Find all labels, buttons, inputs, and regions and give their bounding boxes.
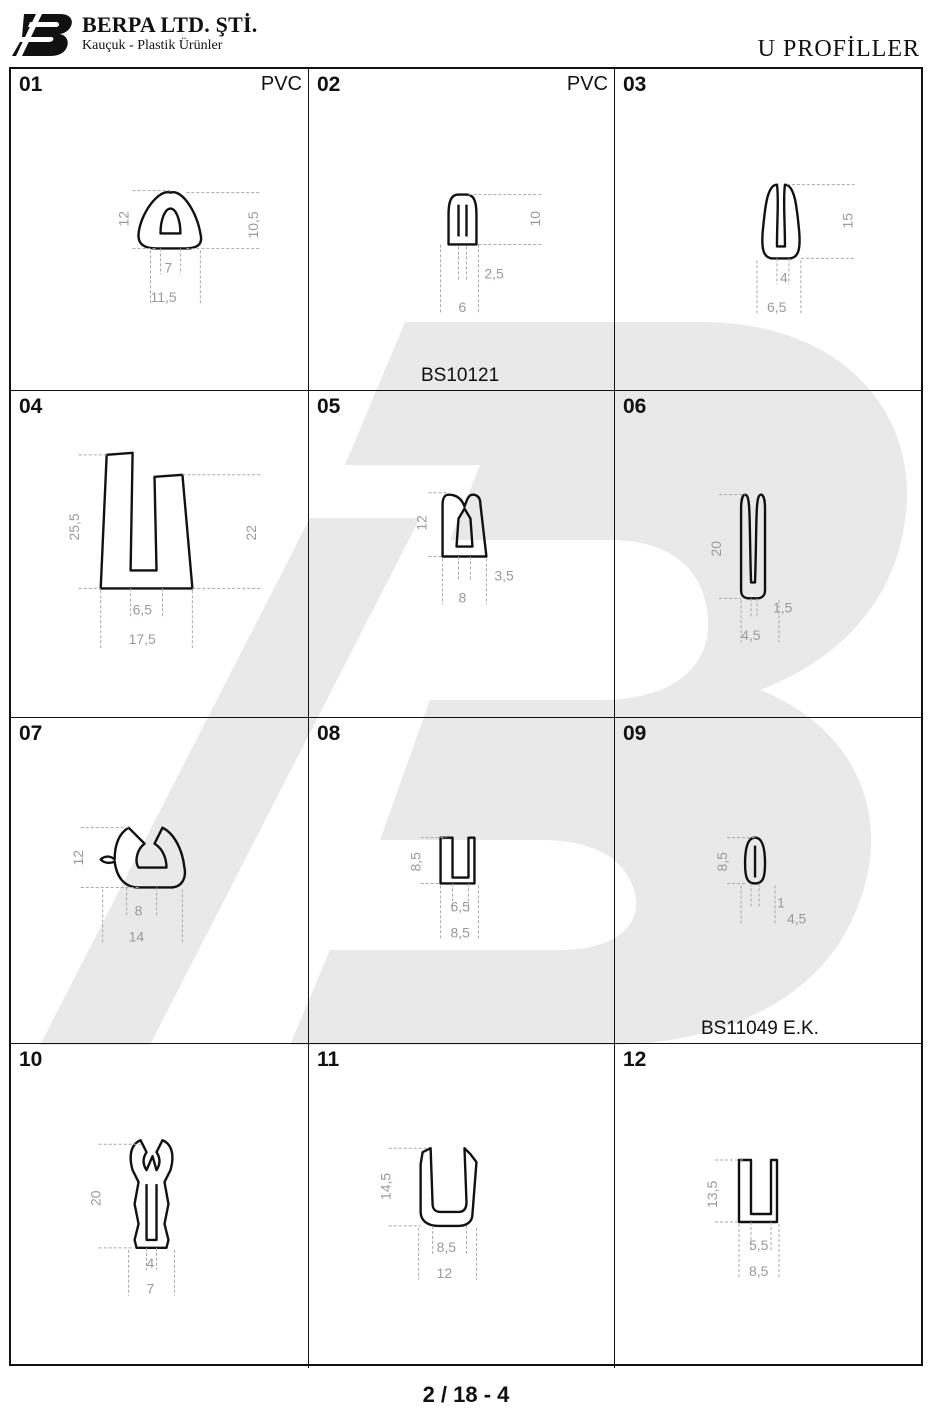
profile-drawing-12 <box>615 1044 921 1368</box>
dimension-label: 1,5 <box>772 599 793 616</box>
profile-number: 06 <box>623 395 647 418</box>
page-title: U PROFİLLER <box>757 36 920 62</box>
profile-shape <box>741 495 765 599</box>
profile-shape <box>101 453 193 589</box>
profile-drawing-07 <box>11 718 308 1043</box>
profile-cell-12 <box>615 1044 921 1368</box>
dimension-label: 6,5 <box>450 898 470 915</box>
dimension-label: 12 <box>69 850 86 866</box>
profile-code: BS10121 <box>421 365 500 386</box>
profile-shape <box>138 192 201 248</box>
dimension-label: 12 <box>413 515 430 531</box>
dimension-label: 4 <box>779 269 788 286</box>
dimension-label: 7 <box>146 1280 155 1297</box>
dimension-label: 1 <box>776 894 785 911</box>
dimension-label: 12 <box>115 210 132 227</box>
dimension-label: 2,5 <box>484 265 504 282</box>
profile-cell-10 <box>11 1044 309 1368</box>
dimension-label: 4,5 <box>786 910 807 927</box>
profile-shape <box>762 185 799 259</box>
profile-drawing-06 <box>615 391 921 717</box>
profile-shape <box>441 838 475 884</box>
dimension-label: 6,5 <box>767 299 787 316</box>
dimension-label: 8,5 <box>407 852 424 872</box>
dimension-label: 8,5 <box>749 1263 769 1279</box>
dimension-label: 8,5 <box>450 924 470 941</box>
profile-number: 12 <box>623 1048 647 1071</box>
dimension-label: 8 <box>134 902 143 919</box>
dimension-label: 6,5 <box>132 601 152 618</box>
dimension-label: 20 <box>87 1190 104 1206</box>
company-subtitle: Kauçuk - Plastik Ürünler <box>82 38 223 53</box>
profile-number: 04 <box>19 395 43 418</box>
profile-cell-05 <box>309 391 615 718</box>
dimension-label: 25,5 <box>65 513 82 541</box>
profile-shape <box>443 495 487 557</box>
dimension-label: 14,5 <box>377 1172 394 1201</box>
profile-cell-11 <box>309 1044 615 1368</box>
dimension-label: 14 <box>128 928 145 945</box>
profile-material: PVC <box>566 73 608 95</box>
profile-shape <box>131 1140 173 1248</box>
profile-cell-08 <box>309 718 615 1044</box>
dimension-label: 15 <box>839 212 856 229</box>
profile-drawing-09 <box>615 718 921 1043</box>
profile-cell-01 <box>11 69 309 391</box>
dimension-label: 20 <box>708 540 725 557</box>
profile-drawing-08 <box>309 718 614 1043</box>
profile-shape <box>421 1148 477 1226</box>
profile-number: 10 <box>19 1048 43 1071</box>
profile-shape <box>101 828 185 888</box>
dimension-label: 17,5 <box>128 631 156 648</box>
dimension-label: 8,5 <box>714 852 731 872</box>
profile-number: 08 <box>317 722 341 745</box>
profile-drawing-03 <box>615 69 921 390</box>
company-name: BERPA LTD. ŞTİ. <box>82 12 258 37</box>
dimension-label: 10 <box>527 210 544 227</box>
profile-number: 03 <box>623 73 647 96</box>
dimension-label: 3,5 <box>494 567 514 584</box>
dimension-label: 11,5 <box>150 289 177 306</box>
profiles-grid <box>9 67 923 1366</box>
dimension-label: 4 <box>146 1254 155 1271</box>
profile-drawing-04 <box>11 391 308 717</box>
profile-drawing-11 <box>309 1044 614 1368</box>
profile-cell-02 <box>309 69 615 391</box>
profile-cell-09 <box>615 718 921 1044</box>
profile-shape <box>739 1160 777 1222</box>
dimension-label: 10,5 <box>245 211 262 239</box>
profile-number: 07 <box>19 722 43 745</box>
profile-cell-07 <box>11 718 309 1044</box>
profile-number: 09 <box>623 722 647 745</box>
profile-cell-06 <box>615 391 921 718</box>
profile-drawing-05 <box>309 391 614 717</box>
profile-code: BS11049 E.K. <box>701 1018 819 1039</box>
profile-cell-03 <box>615 69 921 391</box>
profile-shape <box>745 838 765 884</box>
dimension-label: 7 <box>164 259 173 276</box>
dimension-label: 5,5 <box>749 1237 769 1253</box>
dimension-label: 6 <box>458 299 467 316</box>
profile-number: 02 <box>317 73 341 96</box>
profile-material: PVC <box>260 73 302 95</box>
dimension-label: 8,5 <box>436 1238 456 1255</box>
profile-number: 11 <box>317 1048 340 1071</box>
profile-drawing-01 <box>11 69 308 390</box>
profile-drawing-10 <box>11 1044 308 1368</box>
profile-number: 01 <box>19 73 43 96</box>
dimension-label: 4,5 <box>741 627 761 644</box>
profile-shape <box>449 195 477 245</box>
dimension-label: 12 <box>436 1264 453 1281</box>
dimension-label: 13,5 <box>704 1180 720 1208</box>
profile-drawing-02 <box>309 69 614 390</box>
profile-number: 05 <box>317 395 341 418</box>
dimension-label: 8 <box>458 589 467 606</box>
page-number: 2 / 18 - 4 <box>422 1382 510 1407</box>
profile-cell-04 <box>11 391 309 718</box>
dimension-label: 22 <box>243 525 260 541</box>
